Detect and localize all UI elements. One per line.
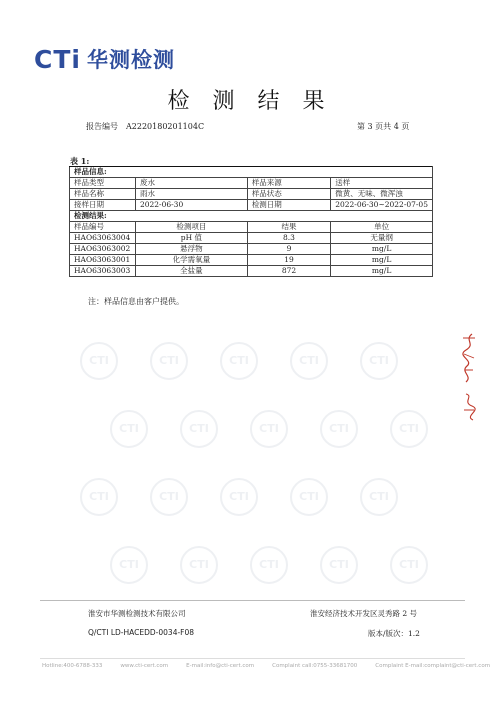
watermark-seal: CTI: [110, 546, 148, 584]
watermark-seal: CTI: [320, 546, 358, 584]
sample-id: HAO63063002: [70, 244, 136, 255]
contact-item: Complaint E-mail:complaint@cti-cert.com: [375, 663, 491, 669]
footer-doc-code: Q/CTI LD-HACEDD-0034-F08: [88, 628, 195, 637]
result-section-row: [70, 211, 433, 222]
sample-info-row: [70, 178, 433, 189]
contact-divider: [40, 658, 465, 659]
sample-key: 样品名称: [70, 189, 136, 200]
watermark-seal: CTI: [150, 478, 188, 516]
test-unit: mg/L: [331, 255, 433, 266]
sample-value: 2022-06-30~2022-07-05: [331, 200, 433, 211]
test-unit: mg/L: [331, 266, 433, 277]
test-item: 全盐量: [135, 266, 247, 277]
test-item: 化学需氧量: [135, 255, 247, 266]
table-row: [70, 233, 433, 244]
watermark-seal: CTI: [250, 410, 288, 448]
sample-info-row: [70, 200, 433, 211]
report-number: [86, 121, 204, 132]
sample-key: 样品状态: [247, 189, 330, 200]
sample-key: 检测日期: [247, 200, 330, 211]
table-row: [70, 266, 433, 277]
contact-item: E-mail:info@cti-cert.com: [186, 663, 255, 669]
footer-company: 淮安市华测检测技术有限公司: [88, 609, 186, 618]
sample-value: 送样: [331, 178, 433, 189]
report-number-value: A2220180201104C: [126, 122, 205, 131]
contact-bar: [42, 663, 490, 669]
sample-id: HAO63063001: [70, 255, 136, 266]
table-row: [70, 244, 433, 255]
test-result: 8.3: [247, 233, 330, 244]
contact-item: Complaint call:0755-33681700: [272, 663, 358, 669]
table-note: 注：样品信息由客户提供。: [88, 297, 184, 306]
watermark-seal: CTI: [290, 342, 328, 380]
test-unit: 无量纲: [331, 233, 433, 244]
watermark-seal: CTI: [290, 478, 328, 516]
footer-version: 版本/版次：1.2: [368, 629, 420, 638]
sample-key: 样品类型: [70, 178, 136, 189]
sample-key: 样品来源: [247, 178, 330, 189]
result-header-row: [70, 222, 433, 233]
footer-divider: [40, 600, 465, 601]
result-section-title: 检测结果:: [70, 211, 433, 222]
table-label: 表 1:: [70, 156, 90, 166]
watermark-seal: CTI: [220, 342, 258, 380]
watermark-seal: CTI: [180, 410, 218, 448]
test-unit: mg/L: [331, 244, 433, 255]
column-header: 检测项目: [135, 222, 247, 233]
watermark-seal: CTI: [180, 546, 218, 584]
logo-mark: CTi: [34, 44, 81, 74]
sample-value: 雨水: [135, 189, 247, 200]
sample-key: 接样日期: [70, 200, 136, 211]
watermark-seal: CTI: [320, 410, 358, 448]
sample-value: 废水: [135, 178, 247, 189]
test-result: 19: [247, 255, 330, 266]
watermark-seal: CTI: [250, 546, 288, 584]
sample-value: 微黄、无味、微浑浊: [331, 189, 433, 200]
footer-address: 淮安经济技术开发区灵秀路 2 号: [310, 609, 418, 618]
watermark-seal: CTI: [110, 410, 148, 448]
test-item: pH 值: [135, 233, 247, 244]
watermark-seal: CTI: [390, 546, 428, 584]
sample-section-row: [70, 167, 433, 178]
logo-name: 华测检测: [86, 48, 175, 72]
handwritten-signature-icon: [458, 330, 480, 440]
watermark-seal: CTI: [390, 410, 428, 448]
table-row: [70, 255, 433, 266]
contact-item: Hotline:400-6788-333: [42, 663, 103, 669]
results-table: [69, 166, 433, 277]
column-header: 样品编号: [70, 222, 136, 233]
sample-section-title: 样品信息:: [70, 167, 433, 178]
watermark-seal: CTI: [80, 342, 118, 380]
company-logo: [34, 44, 175, 74]
report-number-label: 报告编号: [86, 122, 118, 131]
test-result: 872: [247, 266, 330, 277]
watermark-seal: CTI: [360, 478, 398, 516]
watermark-seal: CTI: [80, 478, 118, 516]
watermark-seal: CTI: [360, 342, 398, 380]
sample-id: HAO63063003: [70, 266, 136, 277]
sample-info-row: [70, 189, 433, 200]
watermark-seal: CTI: [220, 478, 258, 516]
test-result: 9: [247, 244, 330, 255]
sample-value: 2022-06-30: [135, 200, 247, 211]
column-header: 单位: [331, 222, 433, 233]
page-title: 检 测 结 果: [167, 89, 333, 114]
contact-item: www.cti-cert.com: [120, 663, 169, 669]
test-item: 悬浮物: [135, 244, 247, 255]
column-header: 结果: [247, 222, 330, 233]
watermark-seal: CTI: [150, 342, 188, 380]
sample-id: HAO63063004: [70, 233, 136, 244]
page-indicator: 第 3 页共 4 页: [357, 122, 410, 131]
